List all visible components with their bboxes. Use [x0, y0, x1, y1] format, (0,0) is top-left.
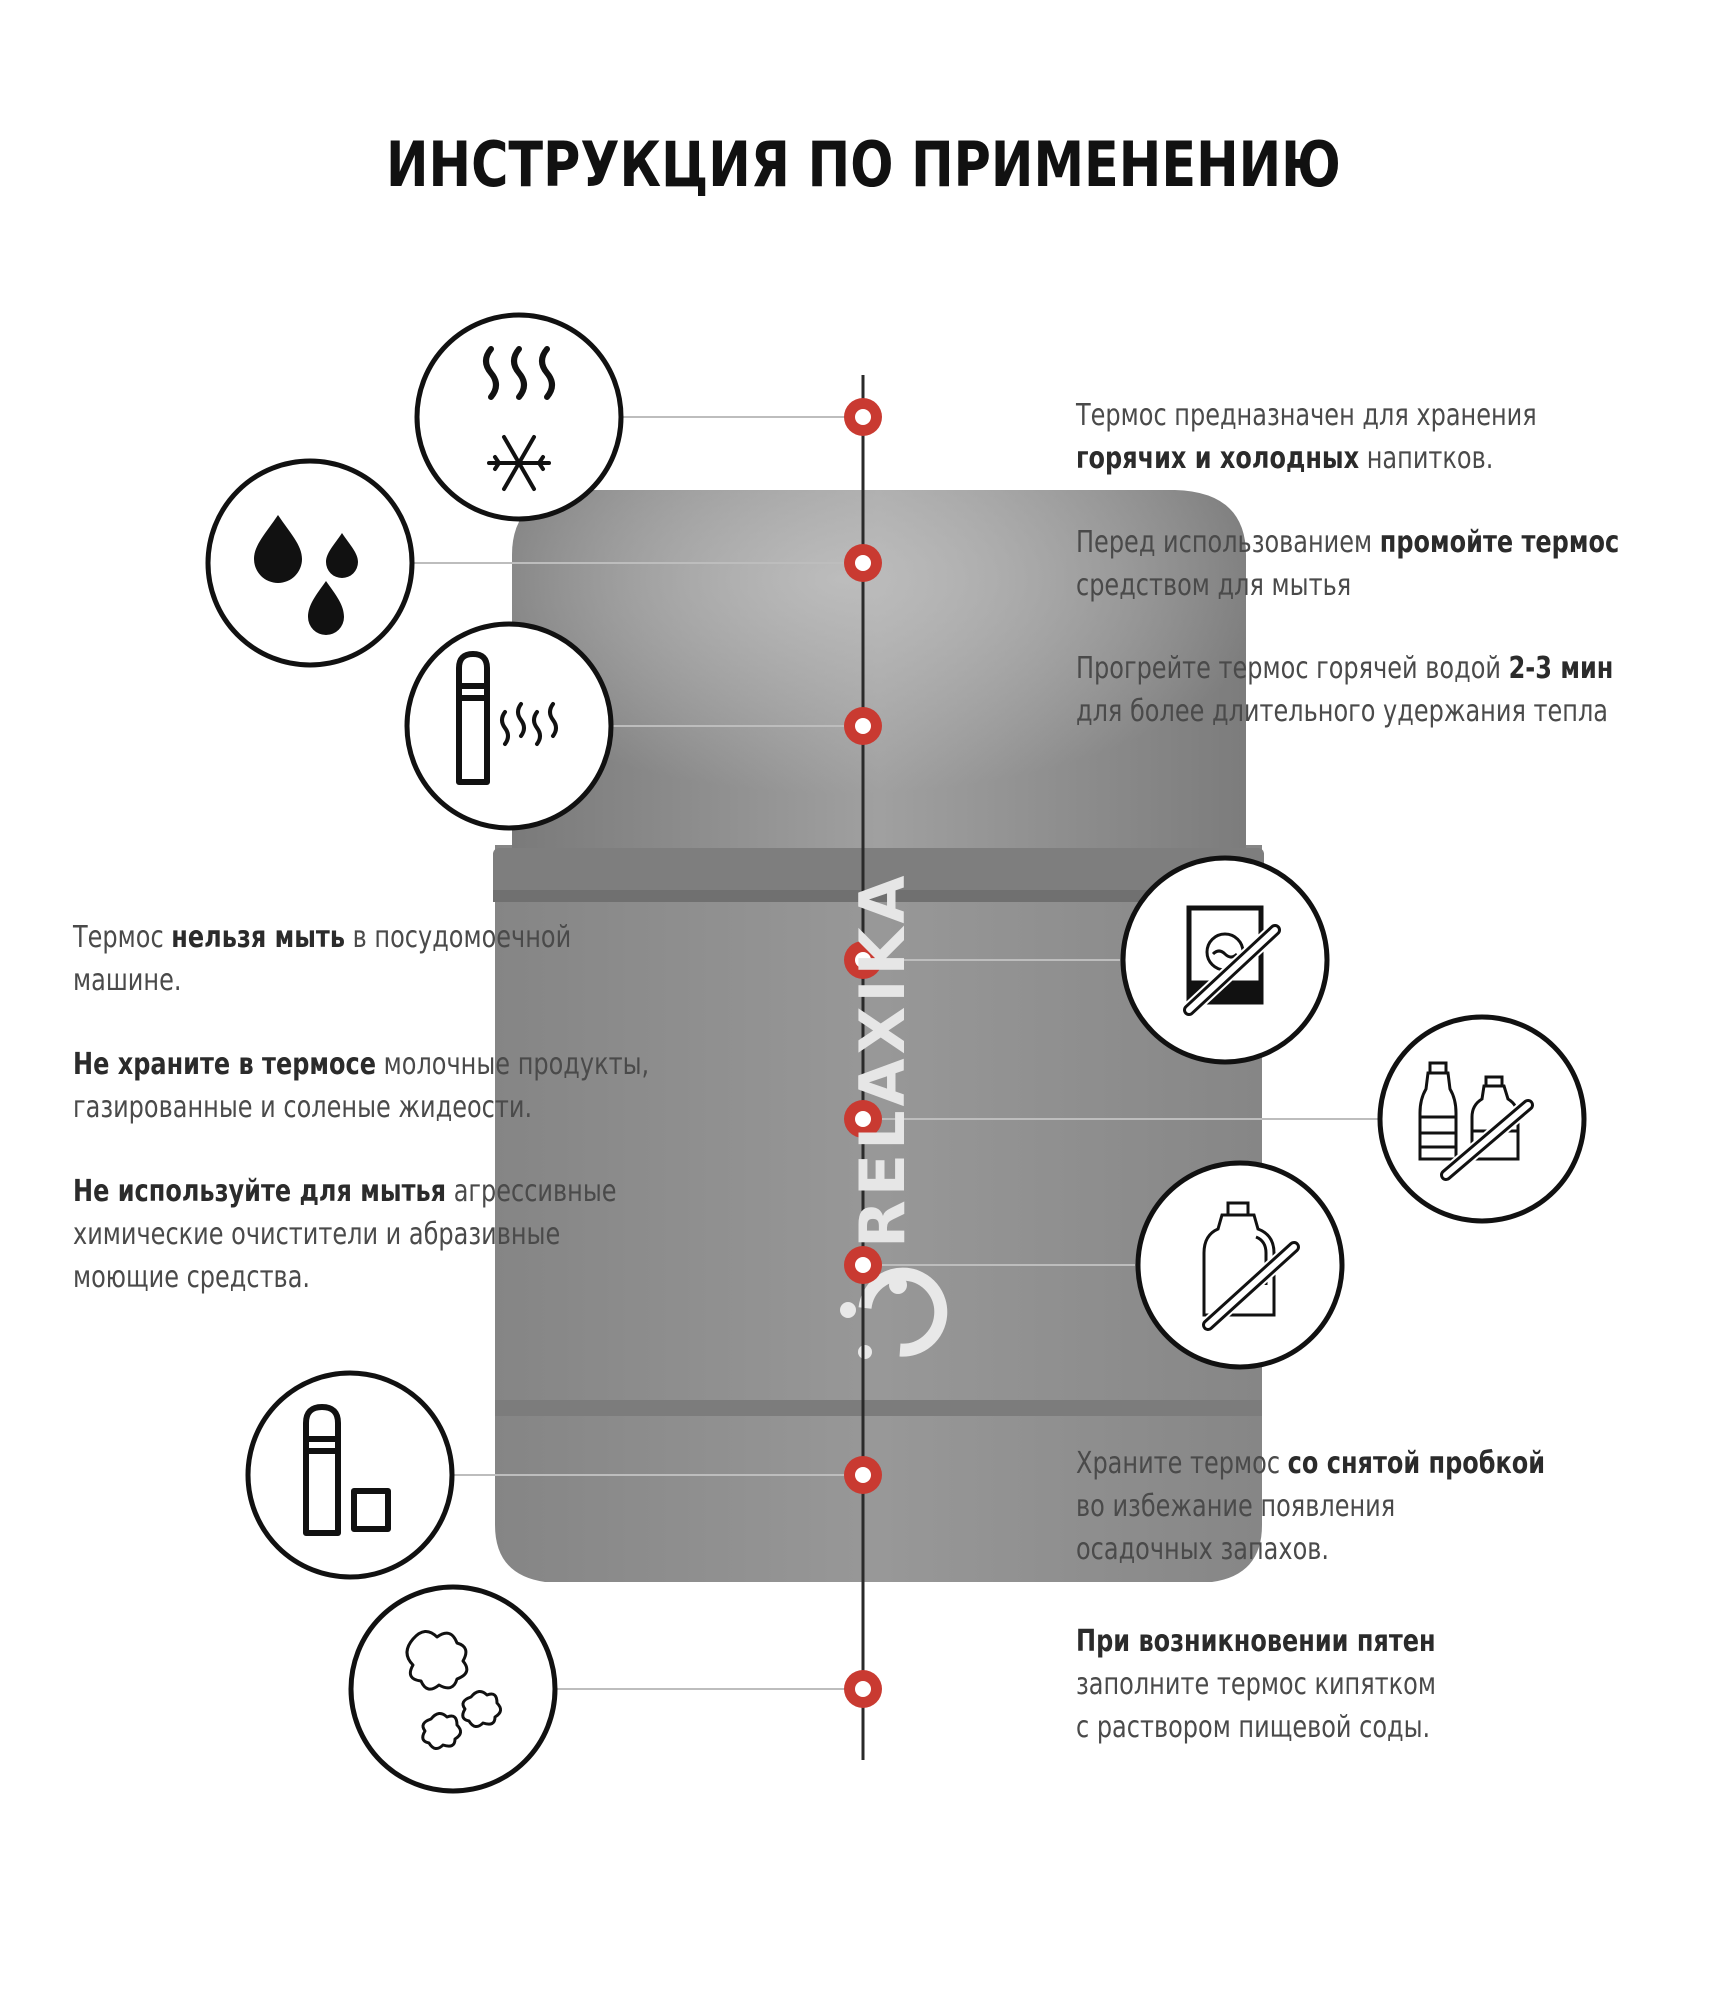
info-block-preheat	[1076, 647, 1613, 733]
text-line: для более длительного удержания тепла	[1076, 694, 1609, 729]
text-line: При возникновении пятен	[1076, 1624, 1436, 1659]
text-line: химические очистители и абразивные	[73, 1217, 561, 1252]
marker-dot	[844, 1456, 882, 1494]
text-line: Храните термос со снятой пробкой	[1076, 1446, 1546, 1481]
text-line: осадочных запахов.	[1076, 1532, 1330, 1567]
text-line: моющие средства.	[73, 1260, 311, 1295]
marker-dot	[844, 707, 882, 745]
info-block-wash-before	[1076, 521, 1619, 607]
info-block-stains	[1076, 1620, 1436, 1749]
text-line: с раствором пищевой соды.	[1076, 1710, 1431, 1745]
thermos-heat-icon	[407, 624, 611, 828]
no-detergent-icon	[1138, 1163, 1342, 1367]
info-block-no-chemicals	[73, 1170, 617, 1299]
marker-dot	[844, 398, 882, 436]
marker-dot	[844, 1670, 882, 1708]
info-block-hot-cold	[1076, 394, 1537, 480]
brand-wordmark: RELAXIKA	[846, 871, 919, 1248]
text-line: газированные и соленые жидеости.	[73, 1090, 533, 1125]
text-line: машине.	[73, 963, 182, 998]
no-bottles-icon	[1380, 1017, 1584, 1221]
text-line: Прогрейте термос горячей водой 2-3 мин	[1076, 651, 1614, 686]
stains-icon	[351, 1587, 555, 1791]
water-drops-icon	[208, 461, 412, 665]
info-block-no-dishwasher	[73, 916, 571, 1002]
text-line: Не храните в термосе молочные продукты,	[73, 1047, 650, 1082]
info-block-no-storage	[73, 1043, 649, 1129]
marker-dot	[844, 1246, 882, 1284]
text-line: средством для мытья	[1076, 568, 1352, 603]
text-line: горячих и холодных напитков.	[1076, 441, 1494, 476]
text-line: Термос нельзя мыть в посудомоечной	[73, 920, 572, 955]
text-line: Не используйте для мытья агрессивные	[73, 1174, 617, 1209]
no-dishwasher-icon	[1123, 858, 1327, 1062]
text-line: во избежание появления	[1076, 1489, 1396, 1524]
text-line: заполните термос кипятком	[1076, 1667, 1436, 1702]
info-block-store-open	[1076, 1442, 1545, 1571]
text-line: Термос предназначен для хранения	[1076, 398, 1537, 433]
steam-snowflake-icon	[417, 315, 621, 519]
text-line: Перед использованием промойте термос	[1076, 525, 1620, 560]
marker-dot	[844, 544, 882, 582]
page-title: ИНСТРУКЦИЯ ПО ПРИМЕНЕНИЮ	[385, 128, 1341, 201]
thermos-lid-off-icon	[248, 1373, 452, 1577]
